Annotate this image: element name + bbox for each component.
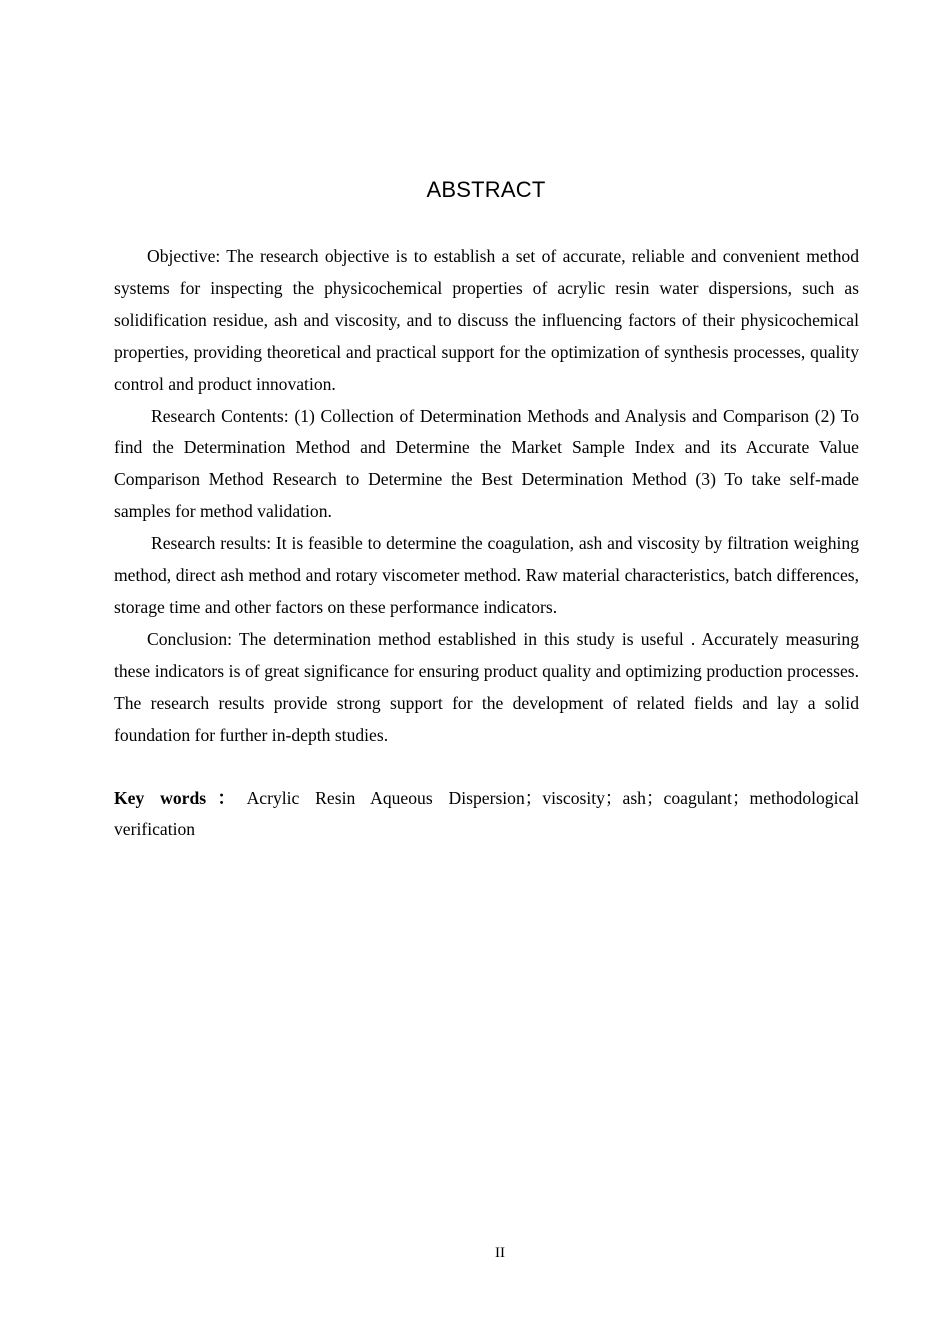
page-number: II xyxy=(495,1245,505,1261)
keywords-label: Key words： xyxy=(114,788,247,808)
paragraph-conclusion: Conclusion: The determination method established in this study is useful . Accurately measuring these indicators is of great significance for ensuring product quality and optimizing production processes. The research results provide strong support for the development of related fields and lay a solid foundation for further in-depth studies. xyxy=(114,628,859,745)
abstract-title: ABSTRACT xyxy=(426,177,546,202)
paragraph-objective: Objective: The research objective is to establish a set of accurate, reliable and convenient method systems for inspecting the physicochemical properties of acrylic resin water dispersions, such as solidification residue, ash and viscosity, and to discuss the influencing factors of their physicochemical properties, providing theoretical and practical support for the optimization of synthesis processes, quality control and product innovation. xyxy=(114,246,859,394)
keywords-block xyxy=(114,783,859,845)
paragraph-research-contents: Research Contents: (1) Collection of Determination Methods and Analysis and Comparison (2) To find the Determination Method and Determine the Market Sample Index and its Accurate Value Comparison Method Research to Determine the Best Determination Method (3) To take self-made samples for method validation. xyxy=(114,405,859,522)
keywords-text: Acrylic Resin Aqueous Dispersion；viscosity；ash；coagulant；methodological verification xyxy=(114,788,859,839)
abstract-body xyxy=(114,241,859,752)
paragraph-research-results: Research results: It is feasible to determine the coagulation, ash and viscosity by filtration weighing method, direct ash method and rotary viscometer method. Raw material characteristics, batch differences, storage time and other factors on these performance indicators. xyxy=(114,533,859,617)
